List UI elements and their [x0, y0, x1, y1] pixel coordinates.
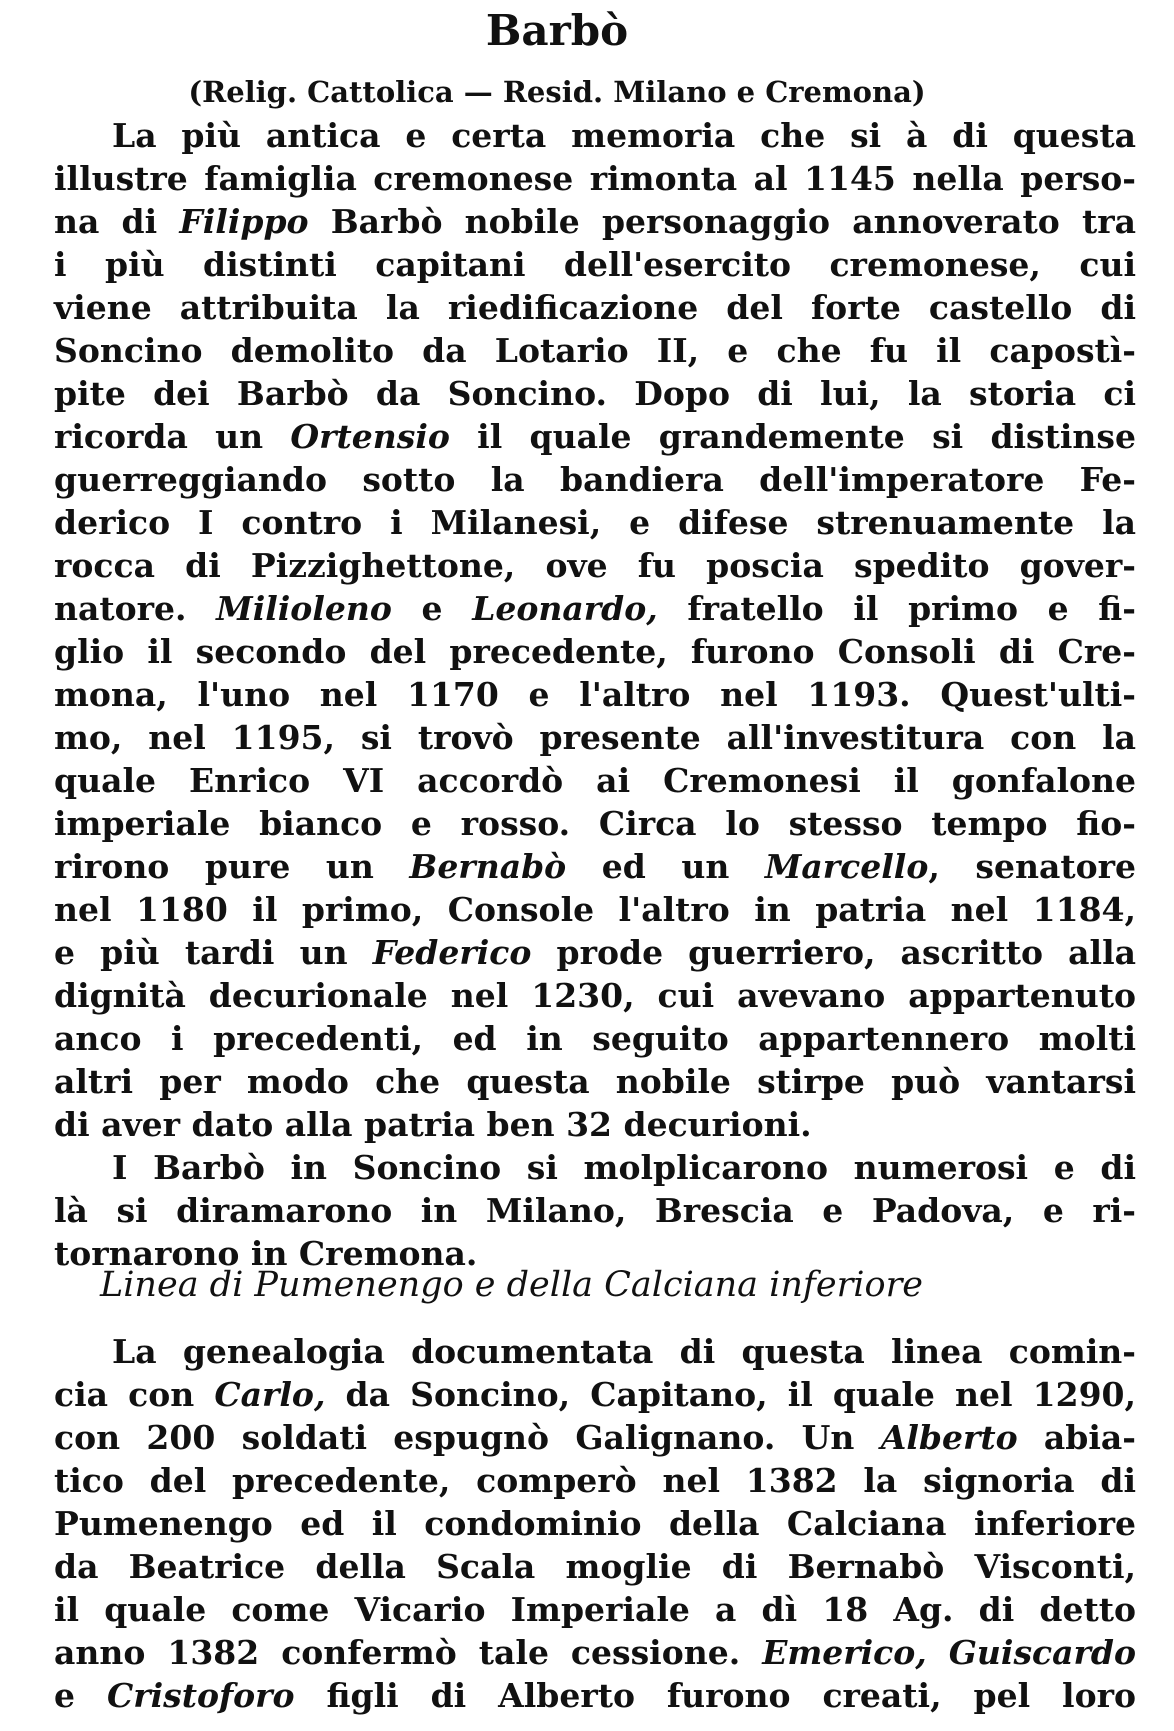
- text-run: e: [54, 1676, 107, 1715]
- text-line: [54, 200, 1136, 243]
- text-run: anno 1382 confermò tale cessione.: [54, 1633, 763, 1672]
- text-line: [54, 1545, 1136, 1588]
- text-run: abia-: [1017, 1418, 1136, 1457]
- italic-name: Marcello: [764, 847, 929, 886]
- text-run: Pumenengo ed il condominio della Calciana inferiore: [54, 1504, 1136, 1543]
- text-run: nel 1180 il primo, Console l'altro in patria nel 1184,: [54, 890, 1136, 929]
- text-run: anco i precedenti, ed in seguito appartennero molti: [54, 1019, 1136, 1058]
- text-line: [54, 1189, 1136, 1232]
- section-heading: Linea di Pumenengo e della Calciana inferiore: [100, 1265, 924, 1305]
- text-run: , senatore: [928, 847, 1136, 886]
- text-line: [54, 888, 1136, 931]
- text-line: [54, 931, 1136, 974]
- text-run: fratello il primo e fi-: [657, 589, 1136, 628]
- text-run: imperiale bianco e rosso. Circa lo stesso tempo fio-: [54, 804, 1136, 843]
- text-run: quale Enrico VI accordò ai Cremonesi il gonfalone: [54, 761, 1136, 800]
- page-subtitle: (Relig. Cattolica — Resid. Milano e Cremona): [188, 75, 926, 109]
- text-run: glio il secondo del precedente, furono Consoli di Cre-: [54, 632, 1136, 671]
- text-line: [54, 716, 1136, 759]
- text-line: [54, 372, 1136, 415]
- italic-name: Carlo,: [214, 1375, 326, 1414]
- text-run: figli di Alberto furono creati, pel loro: [294, 1676, 1136, 1715]
- text-run: pite dei Barbò da Soncino. Dopo di lui, la storia ci: [54, 374, 1136, 413]
- text-line: [54, 630, 1136, 673]
- text-run: Barbò nobile personaggio annoverato tra: [308, 202, 1136, 241]
- text-line: [54, 802, 1136, 845]
- text-run: il quale come Vicario Imperiale a dì 18 Ag. di detto: [54, 1590, 1136, 1629]
- text-run: da Soncino, Capitano, il quale nel 1290,: [325, 1375, 1136, 1414]
- text-run: altri per modo che questa nobile stirpe può vantarsi: [54, 1062, 1136, 1101]
- italic-name: Leonardo,: [472, 589, 658, 628]
- text-line: [54, 329, 1136, 372]
- page-title: Barbò: [485, 6, 629, 55]
- text-run: prode guerriero, ascritto alla: [531, 933, 1136, 972]
- text-line: [54, 1588, 1136, 1631]
- italic-name: Alberto: [880, 1418, 1018, 1457]
- italic-name: Cristoforo: [106, 1676, 295, 1715]
- text-run: di aver dato alla patria ben 32 decurioni.: [54, 1105, 812, 1144]
- paragraph-2: [54, 1146, 1136, 1275]
- text-run: guerreggiando sotto la bandiera dell'imperatore Fe-: [54, 460, 1136, 499]
- text-line: [54, 1631, 1136, 1674]
- text-line: [54, 1459, 1136, 1502]
- italic-name: Ortensio: [290, 417, 450, 456]
- text-run: illustre famiglia cremonese rimonta al 1145 nella perso-: [54, 159, 1136, 198]
- text-line: [54, 458, 1136, 501]
- text-line: [54, 845, 1136, 888]
- text-run: e: [391, 589, 473, 628]
- text-run: La genealogia documentata di questa linea comin-: [112, 1332, 1136, 1371]
- text-run: ed un: [566, 847, 765, 886]
- text-run: con 200 soldati espugnò Galignano. Un: [54, 1418, 881, 1457]
- text-run: là si diramarono in Milano, Brescia e Padova, e ri-: [54, 1191, 1136, 1230]
- text-line: [54, 286, 1136, 329]
- text-run: tico del precedente, comperò nel 1382 la signoria di: [54, 1461, 1136, 1500]
- text-run: La più antica e certa memoria che si à di questa: [112, 116, 1136, 155]
- text-line: [54, 1330, 1136, 1373]
- text-line: [54, 974, 1136, 1017]
- text-run: na di: [54, 202, 180, 241]
- text-run: tornarono in Cremona.: [54, 1234, 478, 1273]
- text-run: rocca di Pizzighettone, ove fu poscia spedito gover-: [54, 546, 1136, 585]
- paragraph-1: [54, 114, 1136, 1146]
- text-run: mo, nel 1195, si trovò presente all'investitura con la: [54, 718, 1136, 757]
- text-line: [54, 1502, 1136, 1545]
- text-run: e più tardi un: [54, 933, 373, 972]
- text-line: [54, 587, 1136, 630]
- text-run: rirono pure un: [54, 847, 410, 886]
- paragraph-3: [54, 1330, 1136, 1717]
- text-line: [54, 1416, 1136, 1459]
- text-run: viene attribuita la riedificazione del forte castello di: [54, 288, 1136, 327]
- text-run: natore.: [54, 589, 217, 628]
- text-run: i più distinti capitani dell'esercito cremonese, cui: [54, 245, 1136, 284]
- text-run: dignità decurionale nel 1230, cui avevano appartenuto: [54, 976, 1136, 1015]
- text-line: [54, 114, 1136, 157]
- text-run: da Beatrice della Scala moglie di Bernabò Visconti,: [54, 1547, 1136, 1586]
- italic-name: Bernabò: [409, 847, 567, 886]
- text-line: [54, 415, 1136, 458]
- text-line: [54, 1017, 1136, 1060]
- text-run: Soncino demolito da Lotario II, e che fu il capostì-: [54, 331, 1136, 370]
- text-line: [54, 243, 1136, 286]
- text-run: cia con: [54, 1375, 215, 1414]
- text-run: ricorda un: [54, 417, 291, 456]
- text-line: [54, 544, 1136, 587]
- text-line: [54, 1373, 1136, 1416]
- text-run: il quale grandemente si distinse: [449, 417, 1136, 456]
- italic-name: Federico: [372, 933, 532, 972]
- text-run: derico I contro i Milanesi, e difese strenuamente la: [54, 503, 1136, 542]
- text-line: [54, 1103, 1136, 1146]
- text-line: [54, 1146, 1136, 1189]
- text-line: [54, 1674, 1136, 1717]
- italic-name: Milioleno: [216, 589, 392, 628]
- text-line: [54, 1060, 1136, 1103]
- text-line: [54, 759, 1136, 802]
- text-line: [54, 157, 1136, 200]
- italic-name: Emerico, Guiscardo: [762, 1633, 1136, 1672]
- italic-name: Filippo: [179, 202, 309, 241]
- text-run: mona, l'uno nel 1170 e l'altro nel 1193. Quest'ulti-: [54, 675, 1136, 714]
- text-line: [54, 673, 1136, 716]
- text-run: I Barbò in Soncino si molplicarono numerosi e di: [112, 1148, 1136, 1187]
- text-line: [54, 501, 1136, 544]
